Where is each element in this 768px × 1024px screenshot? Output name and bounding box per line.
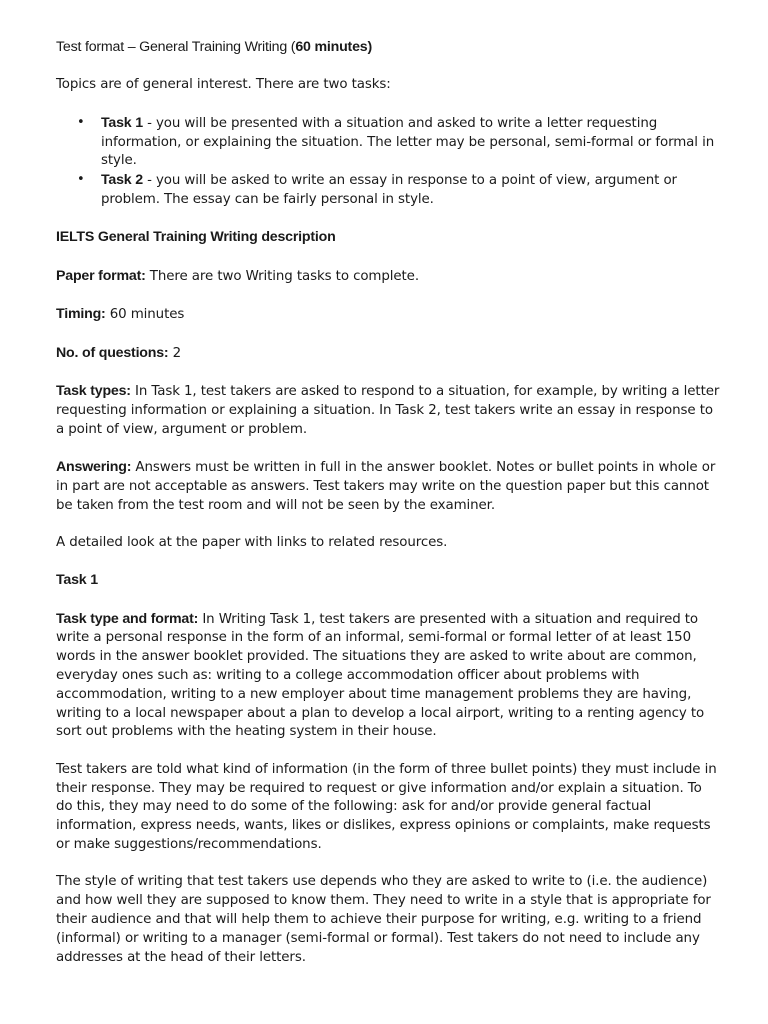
task-text: - you will be presented with a situation and asked to write a letter requesting information, or explaining the situation. The letter may be personal, semi-formal or formal in style. xyxy=(101,115,715,169)
task-label: Task 1 xyxy=(101,114,143,131)
title-prefix: Test format – General Training Writing ( xyxy=(56,39,296,55)
task-label: Task 2 xyxy=(101,172,143,189)
document-page xyxy=(56,38,720,986)
list-item xyxy=(77,114,720,171)
intro-paragraph: Topics are of general interest. There are two tasks: xyxy=(56,77,391,93)
task1-heading-paragraph xyxy=(56,571,720,591)
task-list xyxy=(56,114,720,210)
questions-text: 2 xyxy=(168,345,182,361)
document-title xyxy=(56,38,720,58)
task1-info-paragraph: Test takers are told what kind of information (in the form of three bullet points) they must include in their response. They may be required to request or give information and/or explain a situation. To do this, they may need to do some of the following: ask for and/or provide general factual information, express needs, wants, likes or dislikes, express opinions or complaints, make requests or make suggestions/recommendations. xyxy=(56,761,717,853)
bullet-icon: • xyxy=(77,172,85,188)
answering-paragraph xyxy=(56,458,720,515)
timing-text: 60 minutes xyxy=(105,307,185,323)
questions-label: No. of questions: xyxy=(56,344,169,361)
paper-format-label: Paper format: xyxy=(56,267,146,284)
paper-format-paragraph xyxy=(56,267,720,287)
timing-paragraph xyxy=(56,305,720,325)
task1-style-paragraph: The style of writing that test takers use depends who they are asked to write to (i.e. the audience) and how well they are supposed to know them. They need to write in a style that is appropriate for their audience and that will help them to achieve their purpose for writing, e.g. writing to a friend (informal) or writing to a manager (semi-formal or formal). Test takers do not need to include any addresses at the head of their letters. xyxy=(56,874,711,965)
task1-type-format-text: In Writing Task 1, test takers are presented with a situation and required to write a personal response in the form of an informal, semi-formal or formal letter of at least 150 words in the answer booklet provided. The situations they are asked to write about are common, everyday ones such as: writing to a college accommodation officer about problems with accommodation, writing to a new employer about time management problems they are having, writing to a local newspaper about a plan to develop a local airport, writing to a renting agency to sort out problems with the heating system in their house. xyxy=(56,611,705,740)
paper-format-text: There are two Writing tasks to complete. xyxy=(145,268,419,284)
task1-type-format-label: Task type and format: xyxy=(56,610,199,627)
section-heading xyxy=(56,228,720,248)
task-types-label: Task types: xyxy=(56,382,131,399)
answering-label: Answering: xyxy=(56,458,132,475)
task1-heading: Task 1 xyxy=(56,572,98,589)
list-item xyxy=(77,171,720,210)
task-types-text: In Task 1, test takers are asked to respond to a situation, for example, by writing a letter requesting information or explaining a situation. In Task 2, test takers write an essay in response to a point of view, argument or problem. xyxy=(56,383,720,437)
task1-type-format-paragraph xyxy=(56,610,720,743)
timing-label: Timing: xyxy=(56,306,106,323)
detailed-look-paragraph: A detailed look at the paper with links to related resources. xyxy=(56,534,448,550)
description-heading: IELTS General Training Writing description xyxy=(56,229,336,246)
task-types-paragraph xyxy=(56,382,720,439)
bullet-icon: • xyxy=(77,114,85,130)
task-text: - you will be asked to write an essay in response to a point of view, argument or problem. The essay can be fairly personal in style. xyxy=(101,173,677,207)
questions-paragraph xyxy=(56,344,720,364)
answering-text: Answers must be written in full in the answer booklet. Notes or bullet points in whole or in part are not acceptable as answers. Test takers may write on the question paper but this cannot be taken from the test room and will not be seen by the examiner. xyxy=(56,459,716,513)
title-duration: 60 minutes) xyxy=(295,39,372,55)
